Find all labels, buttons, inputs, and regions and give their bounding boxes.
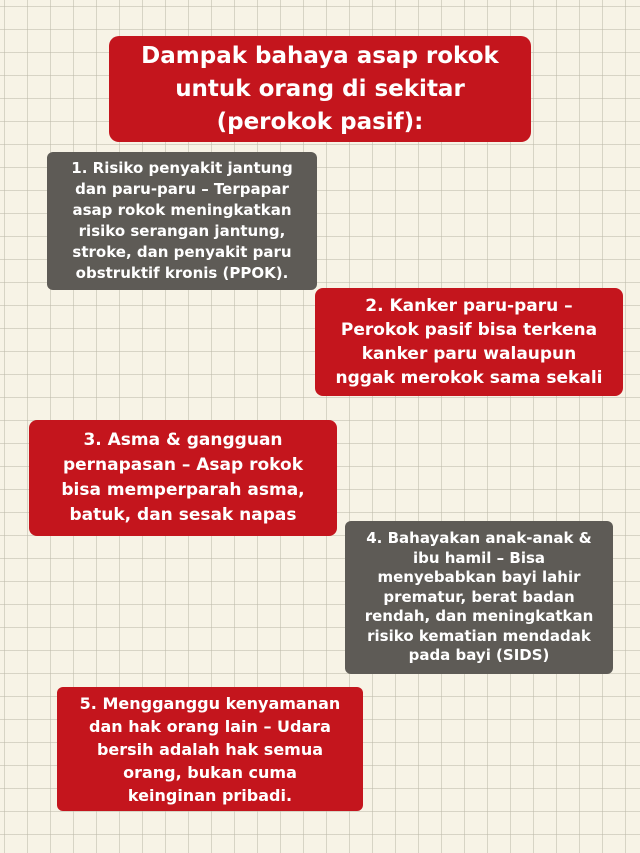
point-card-4: 4. Bahayakan anak-anak & ibu hamil – Bisa menyebabkan bayi lahir prematur, berat badan rendah, dan meningkatkan risiko kematian mendadak pada bayi (SIDS) [345, 521, 613, 674]
point-card-5: 5. Mengganggu kenyamanan dan hak orang lain – Udara bersih adalah hak semua orang, bukan cuma keinginan pribadi. [57, 687, 363, 811]
point-card-3: 3. Asma & gangguan pernapasan – Asap rokok bisa memperparah asma, batuk, dan sesak napas [29, 420, 337, 536]
point-card-1: 1. Risiko penyakit jantung dan paru-paru – Terpapar asap rokok meningkatkan risiko serangan jantung, stroke, dan penyakit paru obstruktif kronis (PPOK). [47, 152, 317, 290]
page-title: Dampak bahaya asap rokok untuk orang di sekitar (perokok pasif): [109, 36, 531, 142]
point-card-2: 2. Kanker paru-paru – Perokok pasif bisa terkena kanker paru walaupun nggak merokok sama sekali [315, 288, 623, 396]
